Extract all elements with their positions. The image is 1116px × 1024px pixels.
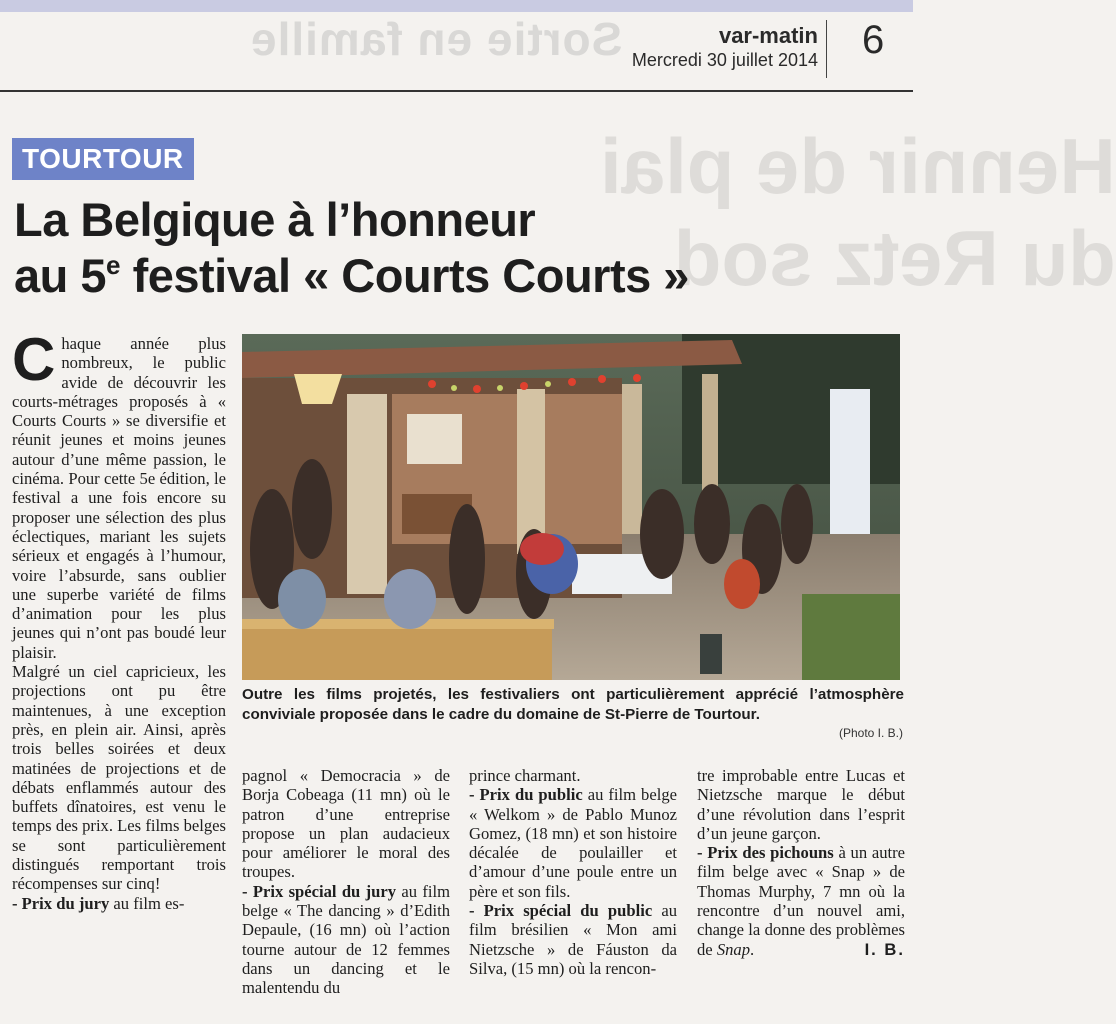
paragraph-text: au film belge « The dancing » d’Edith Depaule, (16 mn) où l’action tourne autour de 12 femmes dans un dancing et le malentendu du (242, 881, 450, 998)
masthead (632, 24, 818, 72)
paragraph: Malgré un ciel capricieux, les projections ont pu être maintenues, à une exception près, en plein air. Ainsi, après trois belles soirées et deux matinées de projections et de débats enflammés autour des buffets dînatoires, est venu le temps des prix. Les films belges se sont particulièrement distingués remportant trois récompenses sur cinq! (12, 662, 226, 894)
paragraph (469, 901, 677, 978)
headline-line-2-start: au 5 (14, 249, 107, 302)
issue-date: Mercredi 30 juillet 2014 (631, 50, 818, 70)
article-column-2 (242, 766, 450, 998)
paragraph-text: au film brésilien « Mon ami Nietzsche » de Fáuston da Silva, (15 mn) où la rencon- (469, 901, 677, 978)
headline-line-2-end: festival « Courts Courts » (120, 249, 689, 302)
paragraph-text: . (750, 939, 755, 959)
article-column-4 (697, 766, 905, 959)
masthead-divider (826, 20, 827, 78)
photo-caption: Outre les films projetés, les festivaliers ont particulièrement apprécié l’atmosphère conviviale proposée dans le cadre du domaine de St-Pierre de Tourtour. (242, 686, 904, 723)
header-rule (0, 90, 913, 92)
headline-line-2 (14, 248, 689, 304)
bleed-through-line-1: Hennir de plai (600, 122, 1116, 210)
drop-cap: C (12, 326, 56, 393)
article-headline (14, 192, 689, 304)
photo-illustration (242, 334, 900, 680)
prize-label: - Prix spécial du public (469, 901, 653, 921)
paragraph: pagnol « Democracia » de Borja Cobeaga (11 mn) où le patron d’une entreprise propose un plan audacieux pour améliorer le moral des troupes. (242, 766, 450, 882)
prize-label: - Prix des pichouns (697, 843, 834, 863)
bleed-through-line-2: du Retz sod (673, 214, 1116, 302)
newspaper-name: var-matin (718, 23, 818, 48)
page-number: 6 (862, 18, 885, 62)
film-title: Snap (716, 939, 750, 959)
top-color-band (0, 0, 913, 12)
paragraph-text: à un autre film belge avec « Snap » de Thomas Murphy, 7 mn où la rencontre d’un nouvel ami, change la donne des problèmes de (697, 843, 905, 959)
paragraph (12, 326, 226, 662)
prize-label: - Prix spécial du jury (242, 881, 397, 901)
festival-photo (242, 334, 900, 680)
paragraph-text: au film belge « Welkom » de Pablo Munoz Gomez, (18 mn) et son histoire décalée de poulailler et d’amour d’une poule entre un père et son fils. (469, 785, 677, 901)
prize-label: - Prix du public (469, 785, 583, 805)
headline-line-1: La Belgique à l’honneur (14, 193, 536, 246)
paragraph (469, 785, 677, 901)
bleed-through-text: Sortie en famille (250, 13, 623, 65)
paragraph-text: au film es- (109, 893, 185, 913)
paragraph (697, 843, 905, 959)
photo-credit: (Photo I. B.) (838, 726, 903, 740)
paragraph: tre improbable entre Lucas et Nietzsche marque le début d’une révolution dans l’esprit d’un jeune garçon. (697, 766, 905, 843)
headline-superscript: e (106, 250, 121, 280)
paragraph (12, 894, 226, 913)
paragraph-text: haque année plus nombreux, le public avide de découvrir les courts-métrages proposés à « Courts Courts » se diversifie et réunit jeunes et moins jeunes autour d’une même passion, le cinéma. Pour cette 5e édition, le festival a une fois encore su proposer une sélection des plus éclectiques, mariant les sujets sérieux et engagés à l’humour, voire l’absurde, sans oublier une superbe variété de films d’animation pour les plus jeunes qui n’ont pas boudé leur plaisir. (12, 334, 226, 662)
paragraph: prince charmant. (469, 766, 581, 785)
section-tag: TOURTOUR (12, 138, 194, 180)
prize-label: - Prix du jury (12, 893, 110, 913)
author-signature: I. B. (864, 939, 905, 959)
article-column-3 (469, 766, 677, 978)
paragraph (242, 882, 450, 998)
article-column-1 (12, 326, 226, 913)
